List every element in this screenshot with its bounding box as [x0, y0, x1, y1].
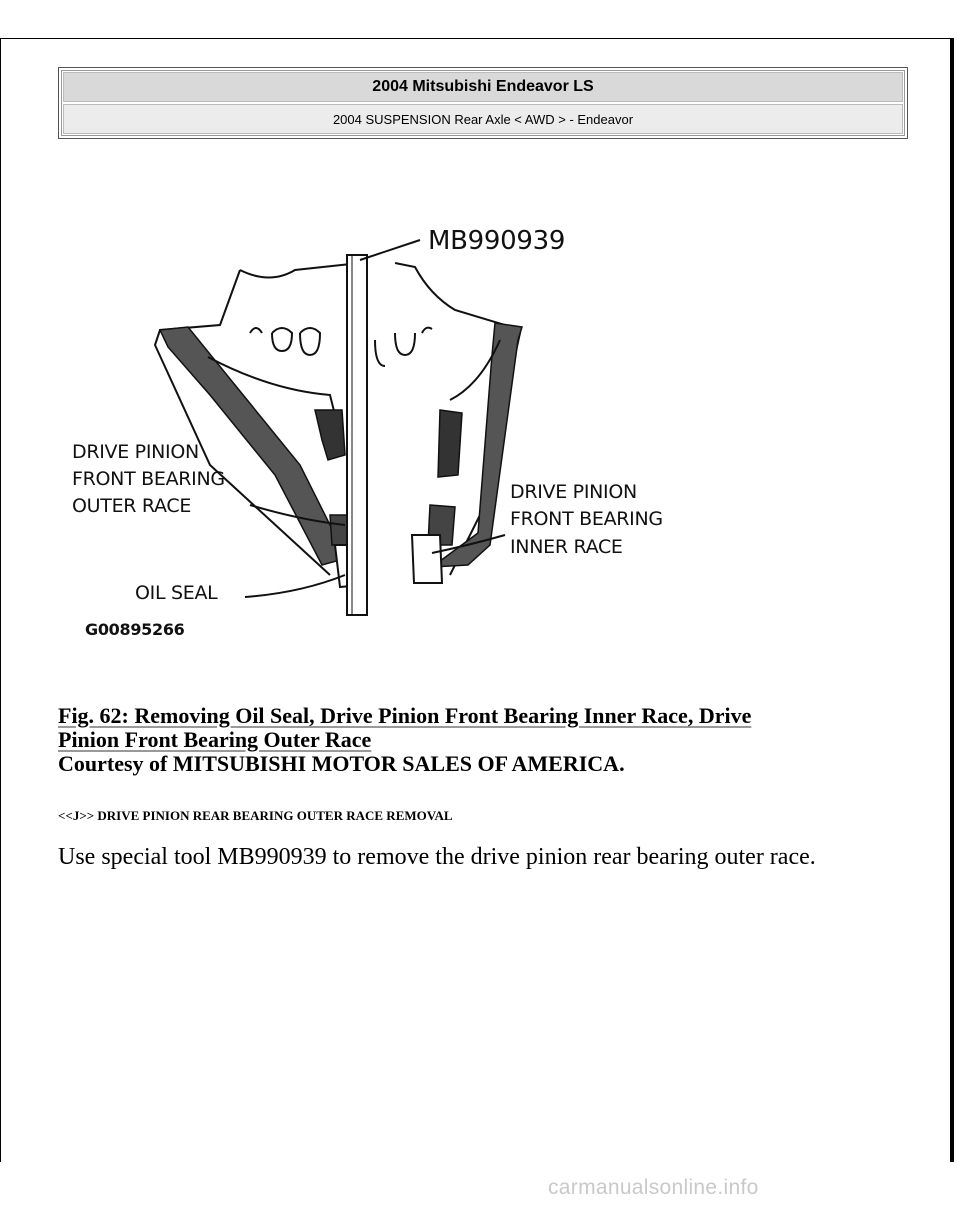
section-heading: <<J>> DRIVE PINION REAR BEARING OUTER RACE REMOVAL — [58, 808, 453, 823]
header-title: 2004 Mitsubishi Endeavor LS — [63, 72, 903, 102]
section-body: Use special tool MB990939 to remove the drive pinion rear bearing outer race. — [58, 844, 816, 870]
outer-race-label-line2: FRONT BEARING — [72, 468, 225, 490]
figure-code: G00895266 — [85, 620, 185, 639]
inner-race-label-line3: INNER RACE — [510, 536, 623, 558]
caption-courtesy: Courtesy of MITSUBISHI MOTOR SALES OF AMERICA. — [58, 751, 625, 776]
watermark: carmanualsonline.info — [548, 1176, 759, 1199]
figure-illustration — [60, 215, 720, 645]
oil-seal-label: OIL SEAL — [135, 582, 218, 604]
outer-race-label-line3: OUTER RACE — [72, 495, 192, 517]
outer-race-label-line1: DRIVE PINION — [72, 441, 199, 463]
tool-label: MB990939 — [428, 226, 566, 256]
document-header — [58, 67, 908, 139]
caption-title-line1: Fig. 62: Removing Oil Seal, Drive Pinion Front Bearing Inner Race, Drive — [58, 703, 752, 728]
inner-race-label-line1: DRIVE PINION — [510, 481, 637, 503]
housing-cross-section-diagram — [60, 215, 720, 645]
header-subtitle: 2004 SUSPENSION Rear Axle < AWD > - Endeavor — [63, 104, 903, 134]
figure-caption — [58, 704, 888, 776]
inner-race-label-line2: FRONT BEARING — [510, 508, 663, 530]
caption-title-line2: Pinion Front Bearing Outer Race — [58, 727, 372, 752]
